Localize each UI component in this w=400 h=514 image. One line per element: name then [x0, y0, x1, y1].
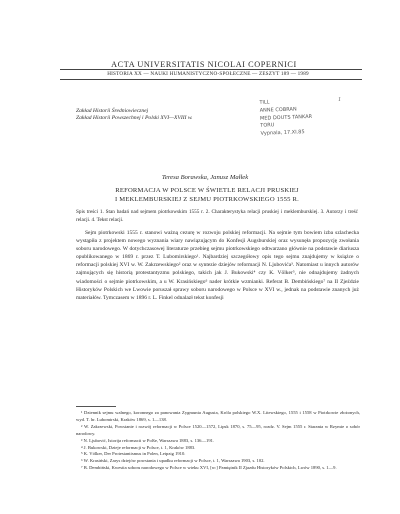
title-line: I MEKLEMBURSKIEJ Z SEJMU PIOTRKOWSKIEGO 1555 R. — [115, 196, 299, 203]
footnote-4: ⁴ J. Bukowski, Dzieje reformacji w Polsce, t. 1, Kraków 1883. — [81, 444, 196, 450]
handwriting-line: MED DOUTS TANKAR — [259, 113, 313, 122]
footnotes — [76, 410, 360, 472]
handwriting-line: TORU — [260, 122, 275, 130]
footnote-3: ³ N. Ljubović, Istorija reformacii w Polše, Warszawa 1883, s. 136—191. — [81, 437, 215, 443]
header-rule-top — [60, 69, 362, 70]
affiliation-1: Zakład Historii Średniowiecznej — [76, 108, 149, 114]
footnote-7: ⁷ B. Dembiński, Kwestia soboru narodowego w Polsce w wieku XVI, [w:] Pamiętnik II Zjazdu Historyków Polskich, Lwów 1890, s. 1—9. — [81, 465, 337, 471]
affiliation-2: Zakład Historii Powszechnej i Polski XVI—XVIII w. — [76, 115, 193, 121]
article-authors: Teresa Borawska, Janusz Małłek — [161, 174, 249, 181]
handwriting-line: TILL — [259, 99, 270, 106]
article-body — [76, 229, 359, 302]
journal-title: ACTA UNIVERSITATIS NICOLAI COPERNICI — [111, 60, 297, 69]
header-rule-bottom — [60, 79, 362, 80]
body-paragraph: Sejm piotrkowski 1555 r. stanowi ważną cezurę w rozwoju polskiej reformacji. Na sejmie tym bowiem izba szlachecka wystąpiła z projektem nowego wyznania wiary nawiązującym do Konfesji Augsburskiej oraz wysunęła propozycję zwołania soboru narodowego. W dotychczasowej literaturze przebieg sejmu piotrkowskiego odtwarzano głównie na podstawie diariusza opublikowanego w 1869 r. przez T. Lubomirskiego¹. Najbardziej szczegółowy opis tego sejmu znajdujemy w książce o reformacji polskiej XVI w. W. Zakrzewskiego² oraz w syntezie dziejów reformacji N. Ljubovića³. Natomiast u innych autorów zajmujących się historią protestantyzmu polskiego, takich jak J. Bukowski⁴ czy K. Völker⁵, nie odnajdujemy żadnych wiadomości o sejmie piotrkowskim, a u W. Krasińskiego⁶ nader krótkie wzmianki. Referat B. Dembińskiego⁷ na II Zjeździe Historyków Polskich we Lwowie poruszał sprawy soboru narodowego w Polsce w XVI w., jednak na podstawie znanych już materiałów. Tymczasem w 1896 r. L. Finkel odnalazł tekst konfesji — [76, 230, 359, 301]
table-of-contents: Spis treści 1. Stan badań nad sejmem piotrkowskim 1555 r. 2. Charakterystyka relacji pruskiej i meklemburskiej. 3. Autorzy i treść relacji. 4. Tekst relacji. — [76, 209, 358, 223]
footnote-2: ² W. Zakrzewski, Powstanie i rozwój reformacji w Polsce 1520—1572, Lipsk 1870, s. 75—95, rozdz. V. Sejm 1555 r. Starania w Rzymie o sobór narodowy. — [76, 423, 360, 436]
article-title — [82, 186, 332, 204]
footnote-6: ⁶ W. Krasiński, Zarys dziejów powstania i upadku reformacji w Polsce, t. 1, Warszawa 1903, s. 102. — [81, 458, 265, 464]
handwritten-dedication — [259, 96, 360, 138]
footnote-5: ⁵ K. Völker, Der Protestantismus in Polen, Leipzig 1910. — [81, 451, 186, 457]
footnote-rule — [76, 406, 116, 407]
footnote-1: ¹ Dziennik sejmu walnego, koronnego za panowania Zygmunta Augusta, Króla polskiego W.X. Litewskiego, 1555 i 1558 w Piotrkowie złożonych, wyd. T. hr. Lubomirski, Kraków 1869, s. 1—138. — [76, 410, 360, 422]
journal-issue-line: HISTORIA XX — NAUKI HUMANISTYCZNO-SPOŁECZNE — ZESZYT 189 — 1989 — [107, 71, 309, 77]
handwriting-line: ANNE COBRAN — [259, 106, 297, 114]
handwriting-line: Vypnala, 17.XI.85 — [260, 129, 305, 137]
page-mark: 1 — [338, 97, 341, 103]
journal-page — [42, 22, 368, 500]
title-line: REFORMACJA W POLSCE W ŚWIETLE RELACJI PRUSKIEJ — [115, 187, 299, 194]
